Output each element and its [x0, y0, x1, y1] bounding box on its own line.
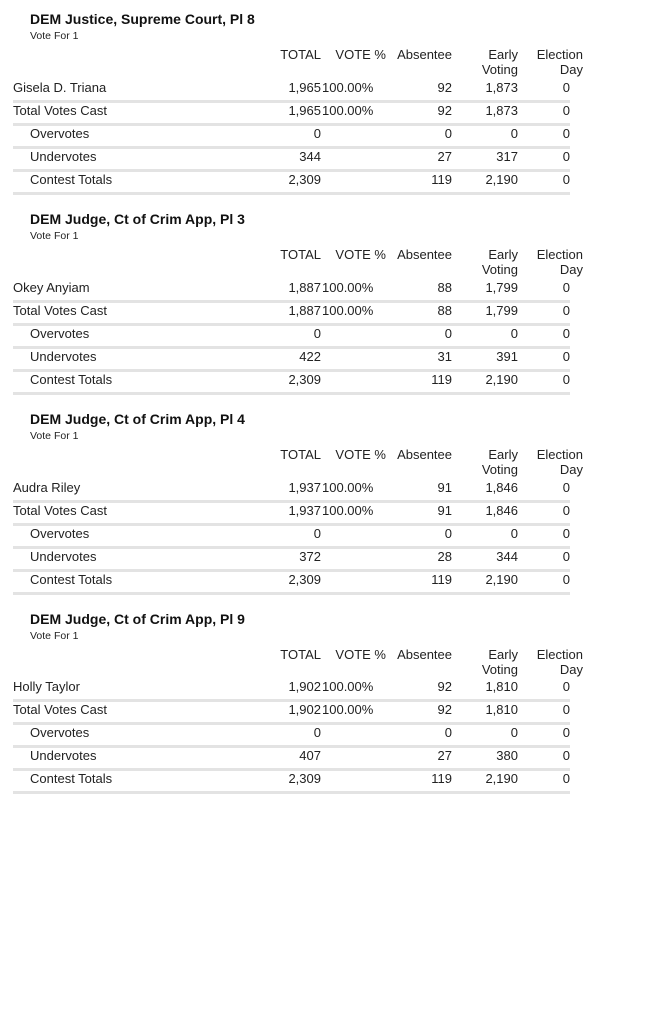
vote-for-label: Vote For 1	[30, 430, 79, 442]
cell-early-voting: 380	[496, 748, 518, 763]
row-label: Undervotes	[30, 149, 97, 164]
table-row-total-votes-cast	[13, 702, 570, 725]
cell-absentee: 119	[431, 771, 452, 786]
row-label: Contest Totals	[30, 172, 113, 187]
table-row-candidate	[13, 80, 570, 103]
table-row-contest-totals	[13, 372, 570, 395]
column-header-vote-pct: VOTE %	[335, 247, 386, 262]
contest-section	[0, 200, 660, 400]
column-header-early-voting	[460, 247, 518, 277]
row-label: Total Votes Cast	[13, 103, 107, 118]
cell-total: 1,902	[288, 679, 321, 694]
cell-early-voting: 391	[496, 349, 518, 364]
row-label: Total Votes Cast	[13, 702, 107, 717]
header-eday-line2: Day	[559, 662, 583, 677]
cell-vote-pct: 100.00%	[322, 303, 374, 318]
table-row-contest-totals	[13, 572, 570, 595]
cell-total: 0	[313, 526, 321, 541]
row-label: Undervotes	[30, 349, 97, 364]
column-header-total: TOTAL	[280, 447, 321, 462]
table-row-undervotes	[13, 549, 570, 572]
row-divider	[13, 192, 570, 195]
cell-early-voting: 0	[510, 526, 518, 541]
row-label: Overvotes	[30, 526, 90, 541]
cell-election-day: 0	[562, 372, 570, 387]
contest-section	[0, 600, 660, 800]
contest-title: DEM Judge, Ct of Crim App, Pl 9	[30, 611, 245, 627]
cell-total: 0	[313, 126, 321, 141]
table-row-overvotes	[13, 526, 570, 549]
cell-absentee: 91	[437, 503, 452, 518]
cell-absentee: 92	[437, 702, 452, 717]
column-header-election-day	[525, 447, 583, 477]
cell-total: 422	[299, 349, 321, 364]
cell-election-day: 0	[562, 679, 570, 694]
cell-absentee: 91	[437, 480, 452, 495]
table-row-overvotes	[13, 126, 570, 149]
cell-absentee: 0	[444, 526, 452, 541]
header-early-line2: Voting	[481, 662, 518, 677]
cell-election-day: 0	[562, 126, 570, 141]
header-early-line1: Early	[488, 447, 518, 462]
column-header-vote-pct: VOTE %	[335, 47, 386, 62]
table-row-overvotes	[13, 725, 570, 748]
header-early-line2: Voting	[481, 262, 518, 277]
header-eday-line1: Election	[536, 647, 583, 662]
cell-total: 344	[299, 149, 321, 164]
column-header-absentee: Absentee	[397, 447, 452, 462]
table-row-contest-totals	[13, 172, 570, 195]
cell-total: 0	[313, 326, 321, 341]
row-label: Holly Taylor	[13, 679, 80, 694]
cell-early-voting: 1,810	[485, 679, 518, 694]
column-header-early-voting	[460, 47, 518, 77]
cell-election-day: 0	[562, 103, 570, 118]
cell-election-day: 0	[562, 349, 570, 364]
cell-early-voting: 2,190	[485, 771, 518, 786]
cell-total: 1,887	[288, 303, 321, 318]
row-label: Total Votes Cast	[13, 303, 107, 318]
header-eday-line2: Day	[559, 62, 583, 77]
cell-absentee: 31	[437, 349, 452, 364]
cell-vote-pct: 100.00%	[322, 503, 374, 518]
cell-election-day: 0	[562, 748, 570, 763]
header-early-line2: Voting	[481, 62, 518, 77]
cell-early-voting: 2,190	[485, 572, 518, 587]
cell-vote-pct: 100.00%	[322, 480, 374, 495]
cell-total: 1,965	[288, 80, 321, 95]
cell-early-voting: 0	[510, 725, 518, 740]
cell-early-voting: 1,846	[485, 503, 518, 518]
row-label: Gisela D. Triana	[13, 80, 107, 95]
cell-early-voting: 1,846	[485, 480, 518, 495]
column-header-early-voting	[460, 647, 518, 677]
cell-total: 407	[299, 748, 321, 763]
column-header-absentee: Absentee	[397, 647, 452, 662]
cell-absentee: 27	[437, 149, 452, 164]
cell-election-day: 0	[562, 303, 570, 318]
header-early-line1: Early	[488, 47, 518, 62]
row-label: Contest Totals	[30, 572, 113, 587]
row-label: Contest Totals	[30, 771, 113, 786]
header-early-line1: Early	[488, 247, 518, 262]
table-row-candidate	[13, 679, 570, 702]
cell-early-voting: 1,810	[485, 702, 518, 717]
cell-vote-pct: 100.00%	[322, 702, 374, 717]
cell-early-voting: 1,873	[485, 103, 518, 118]
cell-total: 0	[313, 725, 321, 740]
vote-for-label: Vote For 1	[30, 230, 79, 242]
cell-early-voting: 0	[510, 326, 518, 341]
row-divider	[13, 392, 570, 395]
cell-total: 372	[299, 549, 321, 564]
cell-total: 1,937	[288, 480, 321, 495]
table-row-total-votes-cast	[13, 103, 570, 126]
header-eday-line2: Day	[559, 262, 583, 277]
cell-absentee: 0	[444, 725, 452, 740]
vote-for-label: Vote For 1	[30, 30, 79, 42]
contest-section	[0, 400, 660, 600]
header-eday-line1: Election	[536, 247, 583, 262]
column-header-total: TOTAL	[280, 647, 321, 662]
table-row-undervotes	[13, 349, 570, 372]
row-label: Audra Riley	[13, 480, 81, 495]
cell-total: 2,309	[288, 372, 321, 387]
row-label: Undervotes	[30, 549, 97, 564]
cell-total: 1,965	[288, 103, 321, 118]
header-early-line1: Early	[488, 647, 518, 662]
column-header-absentee: Absentee	[397, 247, 452, 262]
header-eday-line2: Day	[559, 462, 583, 477]
cell-total: 2,309	[288, 771, 321, 786]
contest-title: DEM Justice, Supreme Court, Pl 8	[30, 11, 255, 27]
cell-early-voting: 317	[496, 149, 518, 164]
cell-election-day: 0	[562, 572, 570, 587]
cell-total: 2,309	[288, 572, 321, 587]
cell-election-day: 0	[562, 480, 570, 495]
cell-absentee: 119	[431, 572, 452, 587]
column-header-total: TOTAL	[280, 247, 321, 262]
header-eday-line1: Election	[536, 447, 583, 462]
cell-vote-pct: 100.00%	[322, 103, 374, 118]
column-header-vote-pct: VOTE %	[335, 447, 386, 462]
column-header-election-day	[525, 647, 583, 677]
cell-early-voting: 1,799	[485, 280, 518, 295]
cell-early-voting: 344	[496, 549, 518, 564]
cell-early-voting: 0	[510, 126, 518, 141]
column-header-early-voting	[460, 447, 518, 477]
cell-early-voting: 1,873	[485, 80, 518, 95]
cell-vote-pct: 100.00%	[322, 280, 374, 295]
cell-election-day: 0	[562, 725, 570, 740]
cell-election-day: 0	[562, 280, 570, 295]
cell-absentee: 92	[437, 80, 452, 95]
header-early-line2: Voting	[481, 462, 518, 477]
table-row-candidate	[13, 480, 570, 503]
contest-title: DEM Judge, Ct of Crim App, Pl 4	[30, 411, 245, 427]
contest-section	[0, 0, 660, 200]
cell-election-day: 0	[562, 702, 570, 717]
row-label: Undervotes	[30, 748, 97, 763]
cell-election-day: 0	[562, 549, 570, 564]
cell-early-voting: 2,190	[485, 372, 518, 387]
cell-absentee: 0	[444, 126, 452, 141]
row-label: Total Votes Cast	[13, 503, 107, 518]
table-row-candidate	[13, 280, 570, 303]
column-header-election-day	[525, 247, 583, 277]
cell-election-day: 0	[562, 771, 570, 786]
cell-absentee: 92	[437, 679, 452, 694]
cell-total: 1,887	[288, 280, 321, 295]
cell-total: 1,937	[288, 503, 321, 518]
cell-absentee: 28	[437, 549, 452, 564]
row-label: Overvotes	[30, 126, 90, 141]
column-header-total: TOTAL	[280, 47, 321, 62]
cell-vote-pct: 100.00%	[322, 679, 374, 694]
row-label: Overvotes	[30, 725, 90, 740]
row-label: Contest Totals	[30, 372, 113, 387]
cell-absentee: 0	[444, 326, 452, 341]
cell-absentee: 88	[437, 280, 452, 295]
cell-election-day: 0	[562, 526, 570, 541]
cell-election-day: 0	[562, 149, 570, 164]
table-row-undervotes	[13, 149, 570, 172]
cell-absentee: 119	[431, 172, 452, 187]
column-header-vote-pct: VOTE %	[335, 647, 386, 662]
cell-absentee: 92	[437, 103, 452, 118]
row-label: Okey Anyiam	[13, 280, 90, 295]
row-label: Overvotes	[30, 326, 90, 341]
table-row-undervotes	[13, 748, 570, 771]
table-row-contest-totals	[13, 771, 570, 794]
row-divider	[13, 592, 570, 595]
cell-election-day: 0	[562, 80, 570, 95]
table-row-total-votes-cast	[13, 303, 570, 326]
cell-total: 1,902	[288, 702, 321, 717]
table-row-overvotes	[13, 326, 570, 349]
column-header-absentee: Absentee	[397, 47, 452, 62]
cell-total: 2,309	[288, 172, 321, 187]
table-row-total-votes-cast	[13, 503, 570, 526]
column-header-election-day	[525, 47, 583, 77]
cell-early-voting: 1,799	[485, 303, 518, 318]
cell-absentee: 119	[431, 372, 452, 387]
cell-vote-pct: 100.00%	[322, 80, 374, 95]
row-divider	[13, 791, 570, 794]
cell-absentee: 88	[437, 303, 452, 318]
cell-election-day: 0	[562, 503, 570, 518]
cell-election-day: 0	[562, 326, 570, 341]
cell-election-day: 0	[562, 172, 570, 187]
header-eday-line1: Election	[536, 47, 583, 62]
cell-absentee: 27	[437, 748, 452, 763]
cell-early-voting: 2,190	[485, 172, 518, 187]
contest-title: DEM Judge, Ct of Crim App, Pl 3	[30, 211, 245, 227]
vote-for-label: Vote For 1	[30, 630, 79, 642]
